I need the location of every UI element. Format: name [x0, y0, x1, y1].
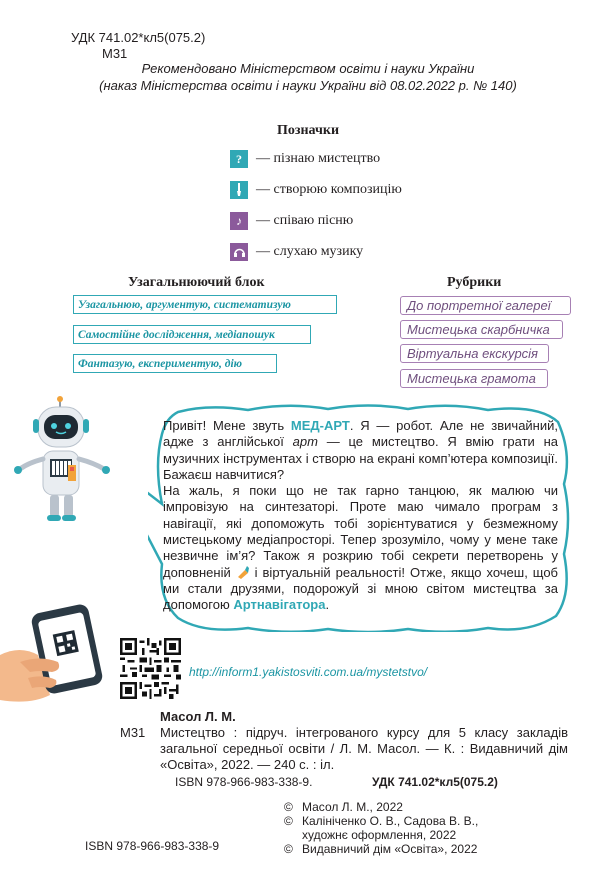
text-fragment: На жаль, я поки що не так гарно танцюю, як малюю чи імпровізую на синтезаторі. Проте маю чимало програм з навігації, які допоможуть тобі зорієнтуватися у безмежному мистецькому медіапросторі. Тепер зрозуміло, чому у мене таке незвичне ім’я? Також я розкрию тобі секрети перетворень у доповненій [163, 483, 558, 580]
summary-item: Узагальнюю, аргументую, систематизую [73, 295, 337, 314]
copyright-text: Калініченко О. В., Садова В. В., [302, 814, 479, 828]
legend-item-sing [230, 211, 353, 231]
qr-code[interactable] [120, 638, 181, 699]
summary-item: Самостійне дослідження, медіапошук [73, 325, 311, 344]
copyright-line [284, 828, 456, 842]
greeting-paragraph-2 [163, 483, 558, 613]
legend-item-learn [230, 149, 380, 169]
rubric-item: Мистецька грамота [400, 369, 548, 388]
text-fragment: . [325, 597, 330, 613]
brush-icon [230, 181, 248, 199]
question-icon: ? [230, 150, 248, 168]
artnavigator-label: Артнавігатора [233, 597, 326, 613]
legend-item-listen [230, 242, 363, 262]
recommendation-line-2: (наказ Міністерства освіти і науки України від 08.02.2022 р. № 140) [99, 78, 517, 93]
recommendation-line-1: Рекомендовано Міністерством освіти і науки України [141, 61, 475, 76]
text-fragment: Привіт! Мене звуть [163, 418, 291, 433]
text-fragment: і віртуальній реальності! Отже, якщо хочеш, щоб ми стали друзями, подорожуй зі мною світом мистецтва за допомогою [163, 564, 558, 613]
rubrics-title: Рубрики [447, 275, 502, 290]
ar-icon [236, 565, 250, 579]
copyright-line [284, 800, 403, 814]
copyright-symbol: © [284, 814, 293, 828]
robot-greeting-text [163, 418, 558, 614]
bib-index: М31 [120, 725, 146, 740]
bibliographic-description: Мистецтво : підруч. інтегрованого курсу для 5 класу закладів загальної середньої освіти / Л. М. Масол. — К. : Видавничий дім «Освіта», 2022. — 240 с. : іл. [160, 725, 568, 772]
music-note-icon: ♪ [230, 212, 248, 230]
author-name: Масол Л. М. [160, 709, 236, 724]
legend-item-create [230, 180, 402, 200]
summary-item: Фантазую, експериментую, дію [73, 354, 277, 373]
legend-label: — слухаю музику [256, 244, 364, 259]
udk-code: УДК 741.02*кл5(075.2) [71, 30, 206, 45]
headphones-icon [230, 243, 248, 261]
text-fragment: . Я — робот. Але не звичайний, адже з англійської [163, 418, 558, 450]
phone-in-hand-illustration [0, 600, 105, 705]
rubric-item: Мистецька скарбничка [400, 320, 563, 339]
rubric-item: До портретної галереї [400, 296, 571, 315]
greeting-paragraph-1 [163, 418, 558, 483]
rubric-item: Віртуальна екскурсія [400, 344, 549, 363]
legend-title: Позначки [276, 123, 340, 138]
copyright-symbol: © [284, 800, 293, 814]
text-fragment: — це мистецтво. Я вмію грати на музичних інструментах і створю на екрані комп’ютера композиції. Бажаєш навчитися? [163, 434, 558, 482]
legend-label: — співаю пісню [256, 213, 354, 228]
recommendation-note [0, 60, 616, 94]
isbn-bib: ISBN 978-966-983-338-9. [175, 775, 313, 789]
copyright-text: Масол Л. М., 2022 [302, 800, 403, 814]
library-index: М31 [102, 46, 128, 61]
robot-name: МЕД-АРТ [290, 418, 350, 433]
copyright-line [284, 842, 477, 856]
isbn-footer: ISBN 978-966-983-338-9 [85, 839, 220, 853]
udk-bib: УДК 741.02*кл5(075.2) [372, 775, 498, 789]
copyright-symbol: © [284, 842, 293, 856]
copyright-text: художнє оформлення, 2022 [302, 828, 457, 842]
legend-label: — створюю композицію [256, 182, 402, 197]
copyright-text: Видавничий дім «Освіта», 2022 [302, 842, 478, 856]
art-word: арт [292, 434, 318, 450]
resource-link[interactable]: http://inform1.yakistosviti.com.ua/mystetstvo/ [189, 665, 428, 679]
legend-label: — пізнаю мистецтво [256, 151, 381, 166]
summary-block-title: Узагальнюючий блок [128, 275, 265, 290]
robot-illustration [8, 395, 118, 530]
copyright-line [284, 814, 478, 828]
